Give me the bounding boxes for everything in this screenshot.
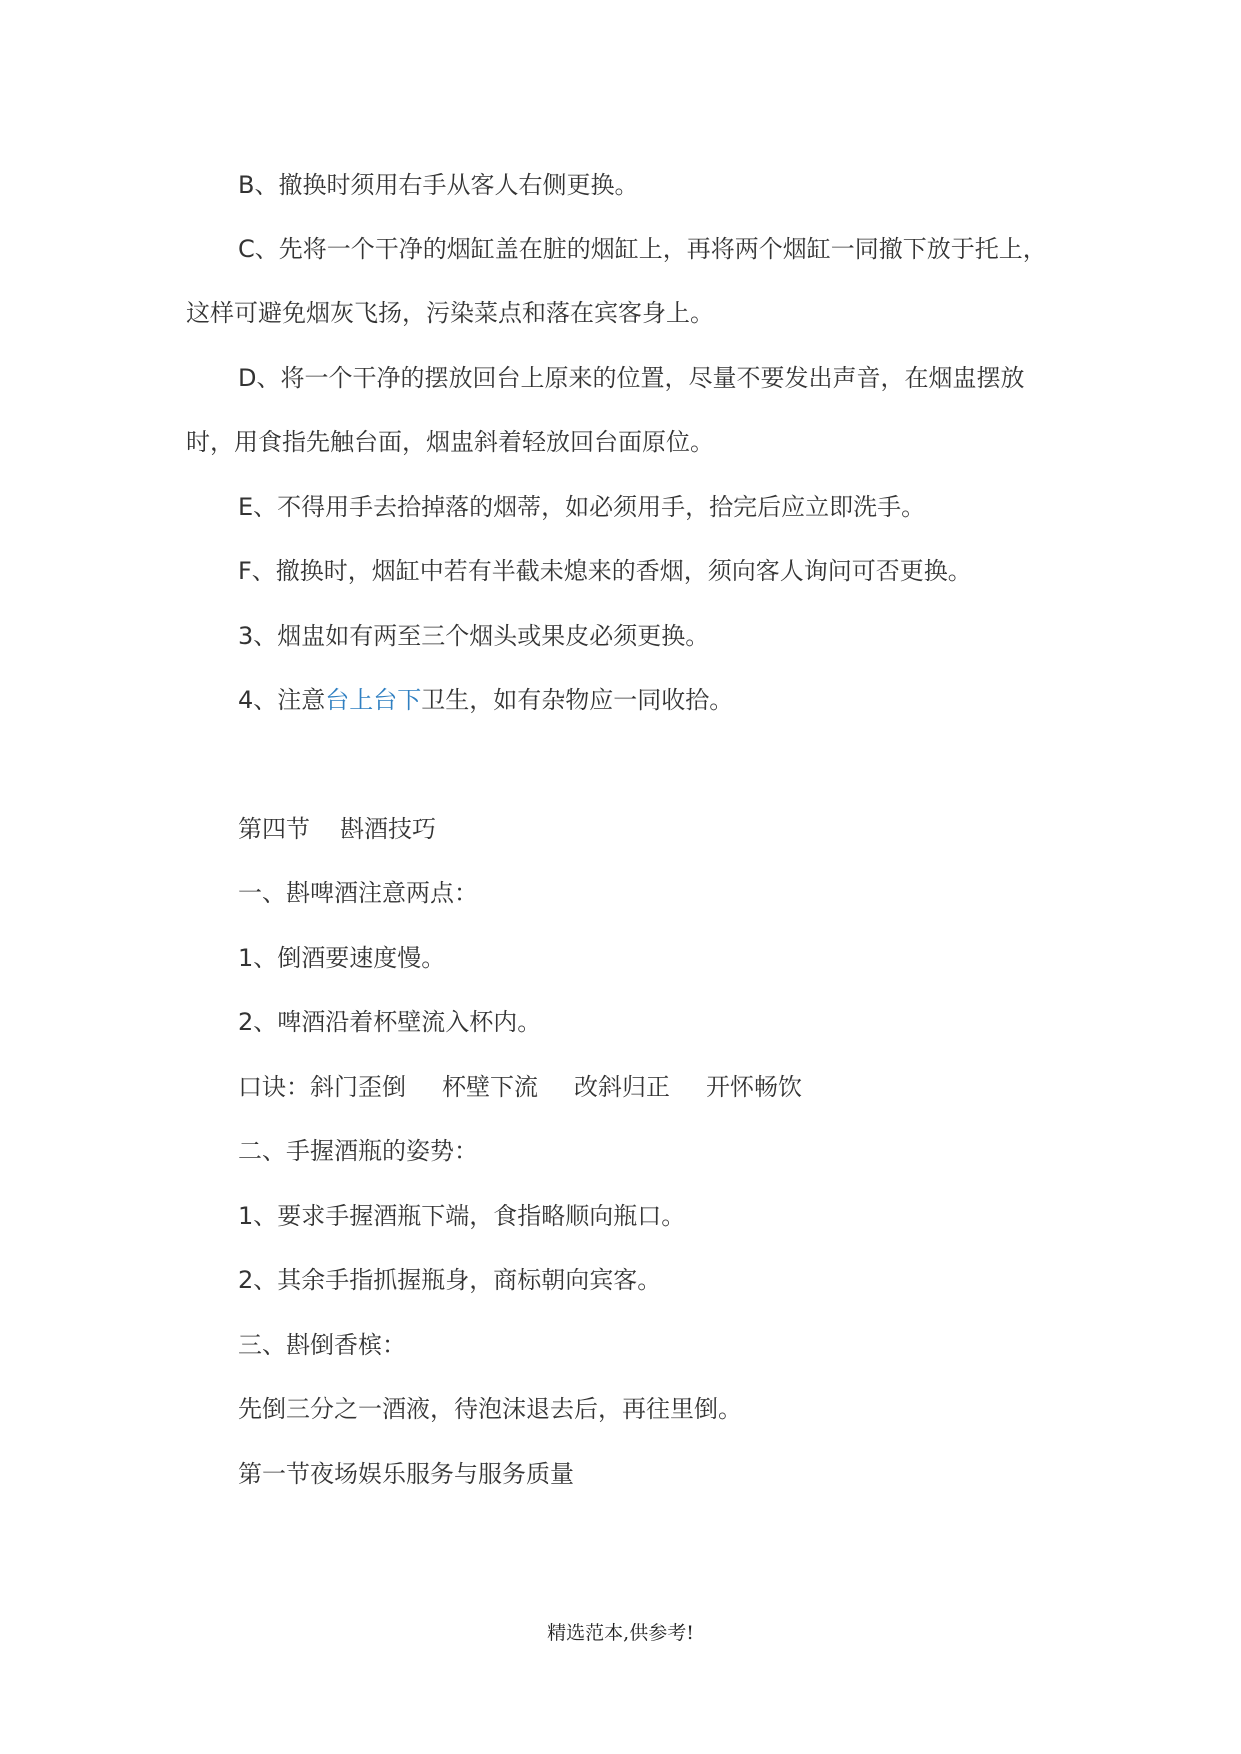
bottle-item-1: 1、要求手握酒瓶下端，食指略顺向瓶口。: [238, 1202, 686, 1230]
bottle-heading: 二、手握酒瓶的姿势：: [238, 1137, 478, 1165]
table-hygiene-link[interactable]: 台上台下: [325, 686, 422, 714]
paragraph-d-continued: 时，用食指先触台面，烟盅斜着轻放回台面原位。: [186, 428, 714, 456]
beer-item-1: 1、倒酒要速度慢。: [238, 944, 446, 972]
champagne-text: 先倒三分之一酒液，待泡沫退去后，再往里倒。: [238, 1395, 742, 1423]
rhyme-phrase: 改斜归正: [574, 1073, 670, 1101]
paragraph-4-after: 卫生，如有杂物应一同收拾。: [421, 686, 734, 714]
rhyme-label: 口诀：: [238, 1073, 310, 1101]
paragraph-4: [238, 683, 733, 717]
paragraph-f: F、撤换时，烟缸中若有半截未熄来的香烟，须向客人询问可否更换。: [238, 557, 972, 585]
bottle-item-2: 2、其余手指抓握瓶身，商标朝向宾客。: [238, 1266, 662, 1294]
beer-item-2: 2、啤酒沿着杯壁流入杯内。: [238, 1008, 542, 1036]
paragraph-b: B、撤换时须用右手从客人右侧更换。: [238, 171, 639, 199]
rhyme-phrase: 杯壁下流: [442, 1073, 538, 1101]
champagne-heading: 三、斟倒香槟：: [238, 1331, 406, 1359]
section-title: [238, 812, 436, 846]
paragraph-3: 3、烟盅如有两至三个烟头或果皮必须更换。: [238, 622, 710, 650]
rhyme-phrase: 斜门歪倒: [310, 1073, 406, 1101]
beer-rhyme: [238, 1070, 802, 1104]
paragraph-d: D、将一个干净的摆放回台上原来的位置，尽量不要发出声音，在烟盅摆放: [238, 364, 1025, 392]
next-section-title: 第一节夜场娱乐服务与服务质量: [238, 1460, 574, 1488]
paragraph-e: E、不得用手去拾掉落的烟蒂，如必须用手，拾完后应立即洗手。: [238, 493, 926, 521]
paragraph-c: C、先将一个干净的烟缸盖在脏的烟缸上，再将两个烟缸一同撤下放于托上，: [238, 235, 1047, 263]
rhyme-phrase: 开怀畅饮: [706, 1073, 802, 1101]
beer-heading: 一、斟啤酒注意两点：: [238, 879, 478, 907]
paragraph-c-continued: 这样可避免烟灰飞扬，污染菜点和落在宾客身上。: [186, 299, 714, 327]
page-footer: 精选范本,供参考!: [547, 1622, 694, 1644]
paragraph-4-before: 4、注意: [238, 686, 326, 714]
section-label: 第四节: [238, 815, 310, 843]
section-name: 斟酒技巧: [340, 815, 436, 843]
